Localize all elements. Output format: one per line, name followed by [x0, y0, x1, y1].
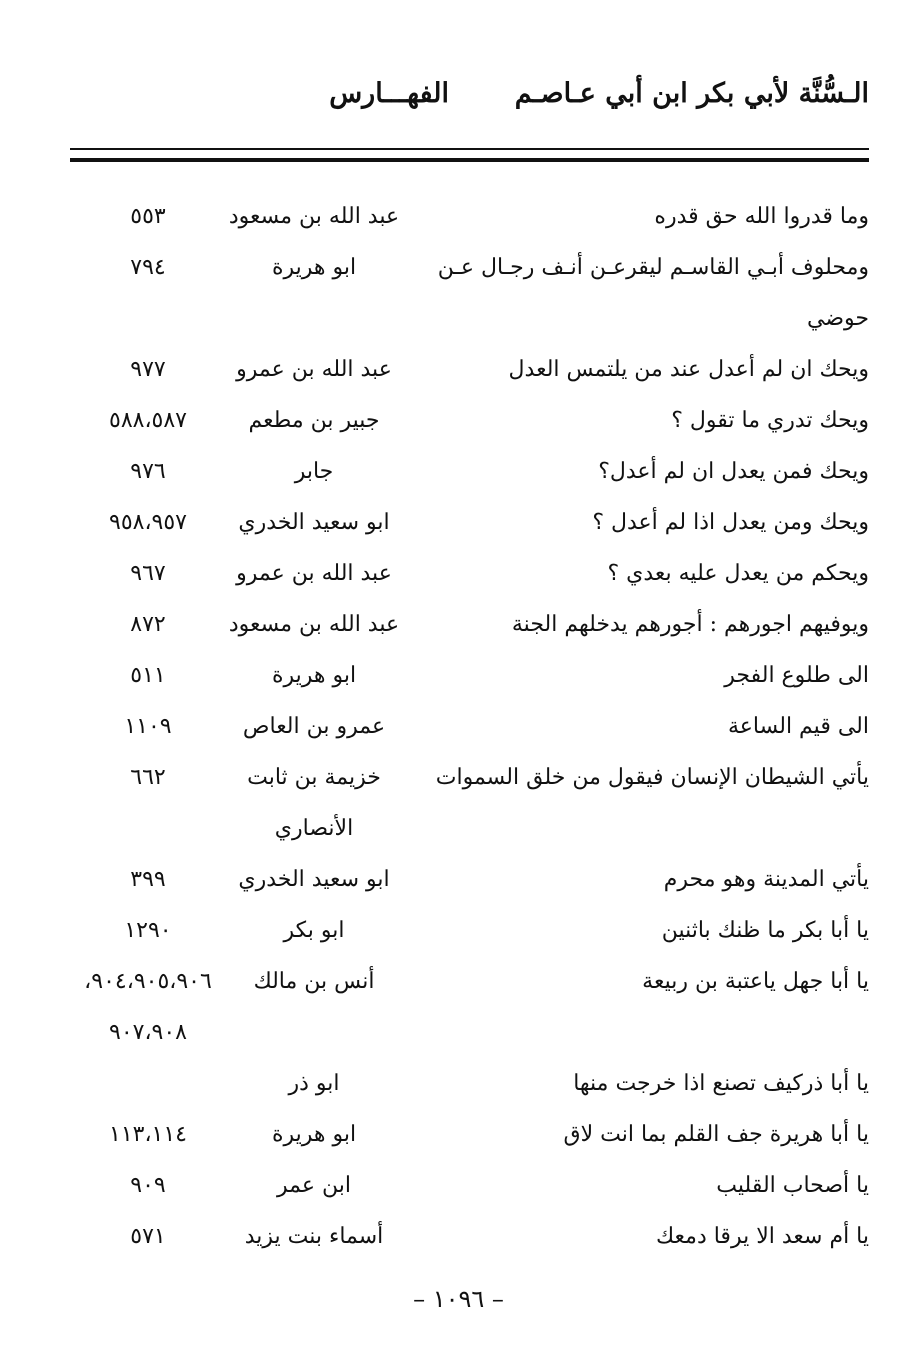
narrator-name: ابن عمر	[277, 1173, 351, 1198]
narrator-name: عبد الله بن عمرو	[236, 357, 392, 382]
index-entry-row	[48, 1216, 869, 1267]
index-entry-row	[48, 1012, 869, 1063]
hadith-number: ٩٠٤،٩٠٥،٩٠٦،	[84, 969, 212, 994]
hadith-text: الى طلوع الفجر	[724, 663, 869, 688]
index-entry-row	[48, 706, 869, 757]
hadith-number: ٧٩٤	[130, 255, 166, 280]
index-entry-row	[48, 655, 869, 706]
narrator-name: أنس بن مالك	[253, 969, 375, 994]
hadith-number: ١٢٩٠	[124, 918, 172, 943]
hadith-text: يأتي المدينة وهو محرم	[663, 867, 869, 892]
narrator-name: أسماء بنت يزيد	[244, 1224, 384, 1249]
narrator-name: عمرو بن العاص	[242, 714, 386, 739]
narrator-name: ابو بكر	[283, 918, 345, 943]
narrator-name: ابو سعيد الخدري	[238, 510, 390, 535]
hadith-text: وما قدروا الله حق قدره	[654, 204, 869, 229]
hadith-text: يا أصحاب القليب	[716, 1173, 869, 1198]
hadith-number: ٨٧٢	[130, 612, 166, 637]
index-entry-row	[48, 757, 869, 808]
index-entry-row	[48, 859, 869, 910]
hadith-number: ٥٥٣	[130, 204, 166, 229]
index-entry-row	[48, 961, 869, 1012]
narrator-name: عبد الله بن مسعود	[228, 612, 400, 637]
section-title: الفهـــارس	[329, 78, 449, 109]
index-entry-row	[48, 247, 869, 298]
hadith-text: ومحلوف أبـي القاسـم ليقرعـن أنـف رجـال عـن	[437, 255, 869, 280]
narrator-name: ابو هريرة	[271, 663, 357, 688]
header-rule-thin	[70, 148, 869, 150]
index-entry-row	[48, 196, 869, 247]
narrator-name: ابو ذر	[288, 1071, 340, 1096]
index-entry-row	[48, 400, 869, 451]
hadith-text: يا أبا هريرة جف القلم بما انت لاق	[563, 1122, 869, 1147]
hadith-number: ١١٣،١١٤	[109, 1122, 187, 1147]
hadith-number: ٥٨٨،٥٨٧	[109, 408, 187, 433]
hadith-text: ويحك فمن يعدل ان لم أعدل؟	[598, 459, 869, 484]
hadith-number: ٣٩٩	[130, 867, 166, 892]
narrator-name: ابو سعيد الخدري	[238, 867, 390, 892]
hadith-text: ويحك ان لم أعدل عند من يلتمس العدل	[508, 357, 869, 382]
narrator-name: جابر	[294, 459, 334, 484]
hadith-number: ٥١١	[130, 663, 166, 688]
running-header	[70, 78, 869, 128]
hadith-text: يا أبا جهل ياعتبة بن ربيعة	[642, 969, 869, 994]
index-entry-row	[48, 298, 869, 349]
hadith-text: يا أبا ذركيف تصنع اذا خرجت منها	[573, 1071, 869, 1096]
header-rule-thick	[70, 158, 869, 162]
hadith-text: ويحك تدري ما تقول ؟	[671, 408, 869, 433]
book-title: الـسُّنَّة لأبي بكر ابن أبي عـاصـم	[514, 78, 869, 109]
narrator-name: عبد الله بن مسعود	[228, 204, 400, 229]
index-entry-row	[48, 502, 869, 553]
hadith-text: يا أم سعد الا يرقا دمعك	[656, 1224, 869, 1249]
hadith-number: ٩٧٧	[130, 357, 166, 382]
hadith-number: ١١٠٩	[124, 714, 172, 739]
hadith-text: يا أبا بكر ما ظنك باثنين	[661, 918, 869, 943]
narrator-name: الأنصاري	[274, 816, 354, 841]
index-entry-row	[48, 808, 869, 859]
hadith-number: ٩٦٧	[130, 561, 166, 586]
hadith-number: ٩٠٩	[130, 1173, 166, 1198]
index-entries	[48, 196, 869, 1267]
narrator-name: خزيمة بن ثابت	[247, 765, 381, 790]
narrator-name: ابو هريرة	[271, 1122, 357, 1147]
narrator-name: عبد الله بن عمرو	[236, 561, 392, 586]
hadith-text: ويوفيهم اجورهم : أجورهم يدخلهم الجنة	[511, 612, 869, 637]
narrator-name: جبير بن مطعم	[248, 408, 380, 433]
index-entry-row	[48, 451, 869, 502]
index-entry-row	[48, 604, 869, 655]
index-entry-row	[48, 1165, 869, 1216]
index-entry-row	[48, 1063, 869, 1114]
index-entry-row	[48, 1114, 869, 1165]
hadith-text: الى قيم الساعة	[727, 714, 869, 739]
page-number: – ١٠٩٦ –	[413, 1285, 504, 1313]
hadith-text: حوضي	[807, 306, 869, 331]
hadith-number: ٩٠٧،٩٠٨	[109, 1020, 187, 1045]
hadith-number: ٦٦٢	[130, 765, 166, 790]
hadith-number: ٩٥٨،٩٥٧	[109, 510, 187, 535]
hadith-number: ٩٧٦	[130, 459, 166, 484]
hadith-text: يأتي الشيطان الإنسان فيقول من خلق السموات	[435, 765, 869, 790]
hadith-text: ويحك ومن يعدل اذا لم أعدل ؟	[592, 510, 869, 535]
hadith-text: ويحكم من يعدل عليه بعدي ؟	[607, 561, 869, 586]
index-entry-row	[48, 910, 869, 961]
index-entry-row	[48, 349, 869, 400]
index-entry-row	[48, 553, 869, 604]
hadith-number: ٥٧١	[130, 1224, 166, 1249]
narrator-name: ابو هريرة	[271, 255, 357, 280]
